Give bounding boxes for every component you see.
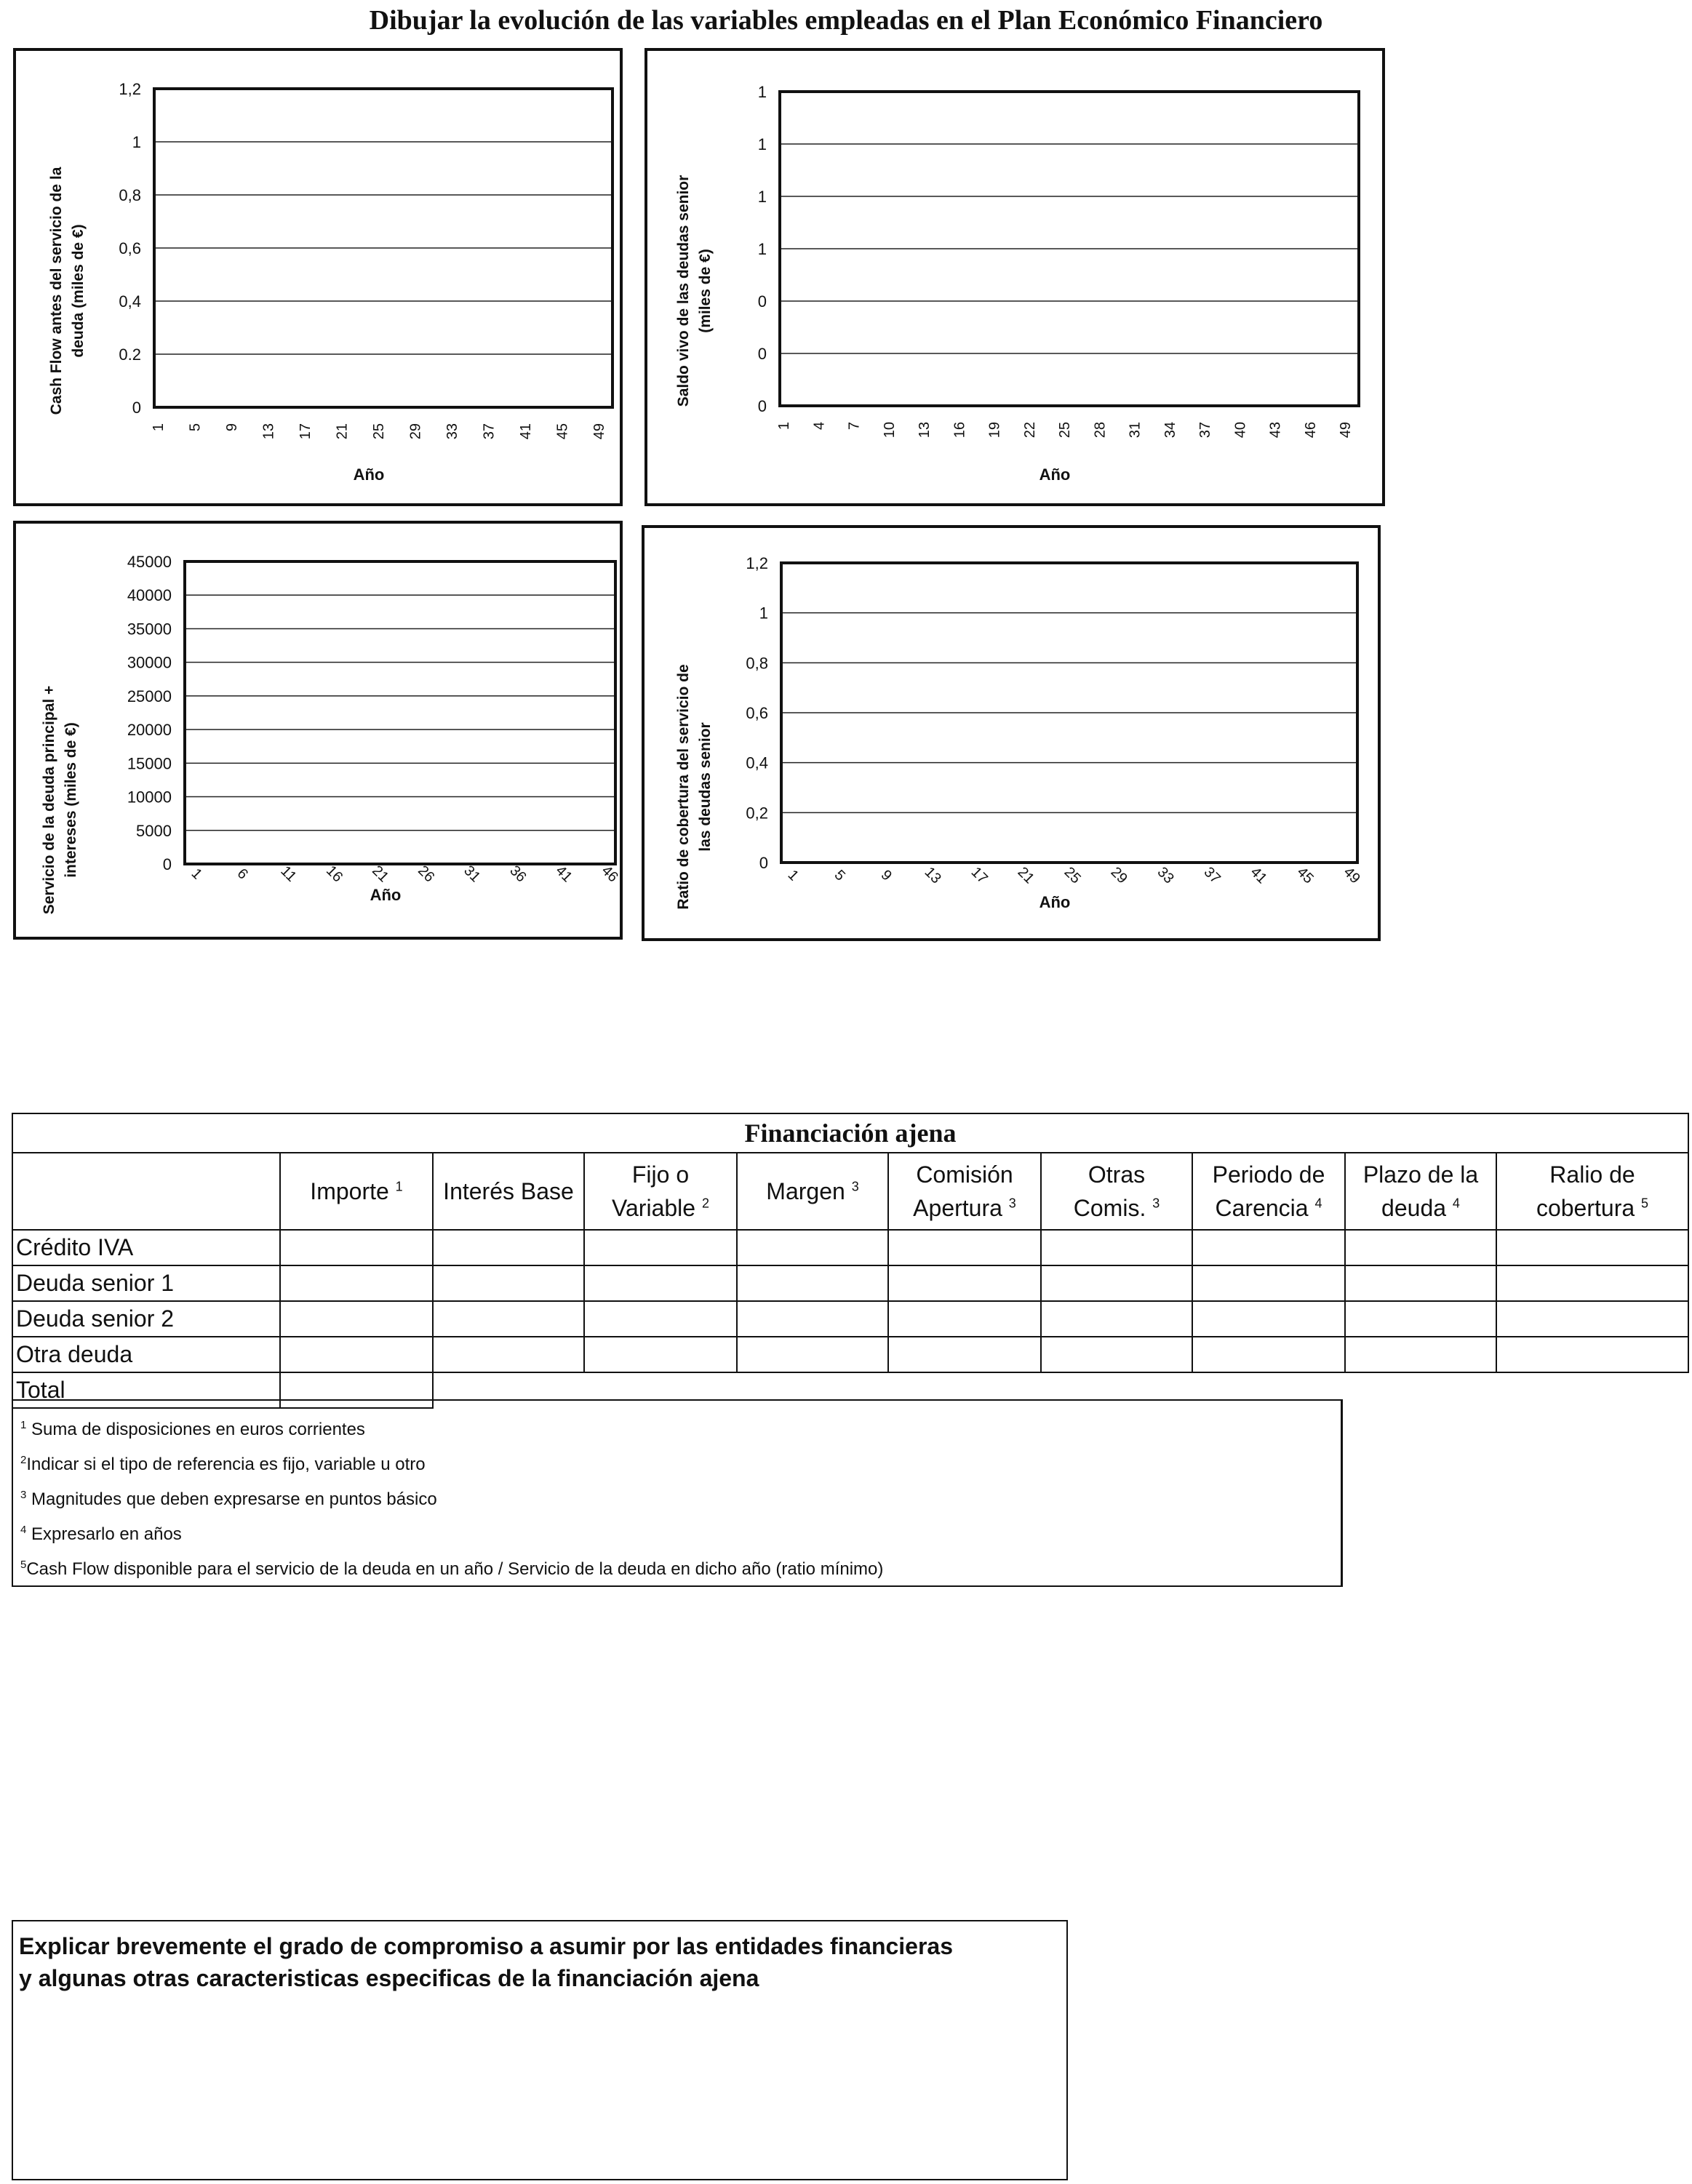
commitment-prompt-line-2: y algunas otras caracteristicas especificas de la financiación ajena	[19, 1965, 759, 1991]
header-fijo-variable: Fijo o Variable $^2$	[584, 1153, 737, 1230]
x-tick-label: 13	[917, 422, 933, 439]
table-cell[interactable]	[1345, 1337, 1496, 1372]
x-tick-label: 36	[506, 863, 530, 886]
y-tick-label: 20000	[127, 721, 172, 740]
header-otras-comis: Otras Comis. $^3$	[1041, 1153, 1192, 1230]
y-tick-label: 1	[132, 133, 141, 151]
y-tick-label: 45000	[127, 553, 172, 571]
table-cell[interactable]	[280, 1301, 433, 1337]
header-comision-apertura: Comisión Apertura $^3$	[888, 1153, 1041, 1230]
table-cell[interactable]	[584, 1265, 737, 1301]
x-tick-label: 41	[518, 423, 534, 440]
x-tick-label: 41	[1247, 864, 1270, 887]
table-cell[interactable]	[584, 1301, 737, 1337]
x-tick-label: 22	[1021, 422, 1038, 439]
header-interes-base: Interés Base	[433, 1153, 584, 1230]
header-periodo-carencia: Periodo de Carencia $^4$	[1192, 1153, 1345, 1230]
footnote-4: $^4$ Expresarlo en años	[20, 1524, 182, 1544]
table-cell[interactable]	[888, 1301, 1041, 1337]
x-tick-label: 31	[1127, 422, 1144, 439]
header-plazo-deuda: Plazo de la deuda $^4$	[1345, 1153, 1496, 1230]
x-tick-label: 46	[598, 863, 621, 886]
table-cell[interactable]	[737, 1301, 888, 1337]
x-tick-label: 17	[967, 864, 991, 887]
x-tick-label: 43	[1267, 422, 1284, 439]
x-tick-label: 17	[298, 423, 314, 440]
x-axis-label: Año	[370, 886, 402, 904]
table-cell[interactable]	[1041, 1265, 1192, 1301]
y-tick-label: 10000	[127, 788, 172, 807]
table-cell[interactable]	[1192, 1265, 1345, 1301]
y-tick-label: 1,2	[746, 554, 768, 572]
x-tick-label: 49	[1340, 864, 1363, 887]
header-ratio-cobertura: Ralio de cobertura $^5$	[1496, 1153, 1688, 1230]
x-tick-label: 1	[776, 422, 792, 431]
x-tick-label: 37	[1200, 864, 1224, 887]
table-title: Financiación ajena	[12, 1113, 1688, 1153]
x-tick-label: 45	[554, 423, 571, 440]
x-tick-label: 4	[811, 422, 828, 431]
y-axis-label: intereses (miles de €)	[63, 722, 79, 878]
financing-table	[12, 1113, 1689, 1409]
table-cell[interactable]	[737, 1230, 888, 1265]
table-row	[12, 1265, 1688, 1301]
table-cell[interactable]	[1041, 1337, 1192, 1372]
y-tick-label: 0	[757, 397, 767, 415]
x-tick-label: 1	[188, 865, 205, 883]
table-cell[interactable]	[280, 1337, 433, 1372]
x-tick-label: 9	[877, 867, 895, 884]
x-tick-label: 19	[986, 422, 1003, 439]
row-label-deuda-senior-1: Deuda senior 1	[12, 1265, 280, 1301]
table-cell[interactable]	[888, 1265, 1041, 1301]
x-tick-label: 13	[260, 423, 277, 440]
x-tick-label: 34	[1162, 422, 1178, 439]
x-tick-label: 25	[1057, 422, 1073, 439]
chart-servicio	[13, 521, 623, 940]
x-tick-label: 41	[552, 863, 575, 886]
table-cell[interactable]	[1345, 1265, 1496, 1301]
x-axis-label: Año	[353, 465, 385, 484]
x-tick-label: 11	[277, 863, 300, 885]
chart-saldo-svg	[647, 51, 1388, 509]
table-cell[interactable]	[888, 1230, 1041, 1265]
footnotes-box	[12, 1399, 1343, 1587]
header-margen: Margen $^3$	[737, 1153, 888, 1230]
x-tick-label: 7	[846, 422, 863, 431]
table-cell[interactable]	[433, 1230, 584, 1265]
plot-area	[185, 561, 615, 864]
table-cell[interactable]	[433, 1265, 584, 1301]
x-tick-label: 5	[187, 423, 204, 432]
y-tick-label: 0,8	[119, 186, 141, 204]
y-tick-label: 5000	[136, 821, 172, 840]
footnote-1: $^1$ Suma de disposiciones en euros corrientes	[20, 1419, 365, 1439]
y-axis-label: Ratio de cobertura del servicio de	[675, 664, 692, 910]
x-tick-label: 10	[881, 422, 898, 439]
table-cell[interactable]	[1496, 1301, 1688, 1337]
row-label-total: Total	[12, 1372, 280, 1408]
table-cell[interactable]	[1496, 1265, 1688, 1301]
chart-cashflow	[13, 48, 623, 506]
x-tick-label: 31	[460, 863, 484, 886]
x-tick-label: 26	[415, 863, 438, 886]
x-tick-label: 1	[151, 423, 167, 432]
x-tick-label: 28	[1092, 422, 1109, 439]
table-cell[interactable]	[737, 1337, 888, 1372]
row-label-otra-deuda: Otra deuda	[12, 1337, 280, 1372]
y-axis-label: deuda (miles de €)	[70, 224, 87, 358]
commitment-prompt-line-1: Explicar brevemente el grado de compromiso a asumir por las entidades financieras	[19, 1933, 954, 1959]
footnote-3: $^3$ Magnitudes que deben expresarse en puntos básico	[20, 1489, 437, 1509]
x-tick-label: 46	[1302, 422, 1319, 439]
table-cell[interactable]	[1041, 1301, 1192, 1337]
y-tick-label: 30000	[127, 653, 172, 672]
table-cell[interactable]	[1345, 1301, 1496, 1337]
x-tick-label: 25	[371, 423, 387, 440]
y-tick-label: 1	[757, 188, 767, 206]
table-cell[interactable]	[1041, 1230, 1192, 1265]
y-tick-label: 0	[162, 855, 172, 873]
y-tick-label: 0,2	[746, 804, 768, 823]
x-tick-label: 16	[322, 863, 346, 886]
x-tick-label: 29	[407, 423, 424, 440]
x-tick-label: 49	[1338, 422, 1354, 439]
x-tick-label: 49	[591, 423, 607, 440]
table-cell[interactable]	[584, 1337, 737, 1372]
table-cell[interactable]	[280, 1265, 433, 1301]
x-tick-label: 37	[481, 423, 498, 440]
y-tick-label: 1	[757, 135, 767, 153]
table-cell[interactable]	[433, 1337, 584, 1372]
y-tick-label: 40000	[127, 586, 172, 605]
x-tick-label: 40	[1232, 422, 1249, 439]
table-cell[interactable]	[888, 1337, 1041, 1372]
table-cell[interactable]	[1496, 1337, 1688, 1372]
x-axis-label: Año	[1039, 893, 1071, 911]
x-tick-label: 37	[1197, 422, 1213, 439]
y-tick-label: 1	[759, 604, 768, 623]
x-tick-label: 13	[921, 864, 944, 887]
header-blank	[12, 1153, 280, 1230]
x-axis-label: Año	[1039, 465, 1071, 484]
y-tick-label: 0,4	[746, 753, 768, 772]
chart-ratio-svg	[645, 528, 1384, 944]
x-tick-label: 33	[444, 423, 460, 440]
table-cell[interactable]	[433, 1301, 584, 1337]
table-row	[12, 1337, 1688, 1372]
y-axis-label: las deudas senior	[697, 722, 714, 852]
table-cell[interactable]	[280, 1230, 433, 1265]
x-tick-label: 21	[334, 423, 351, 440]
x-tick-label: 25	[1061, 864, 1084, 887]
table-cell[interactable]	[1192, 1337, 1345, 1372]
y-axis-label: Saldo vivo de las deudas senior	[675, 175, 692, 407]
chart-servicio-svg	[16, 524, 626, 943]
table-cell[interactable]	[737, 1265, 888, 1301]
footnote-2: $^2$Indicar si el tipo de referencia es fijo, variable u otro	[20, 1454, 426, 1474]
y-tick-label: 0	[757, 345, 767, 363]
y-tick-label: 1,2	[119, 80, 141, 98]
row-label-credito-iva: Crédito IVA	[12, 1230, 280, 1265]
x-tick-label: 6	[234, 865, 252, 883]
y-tick-label: 15000	[127, 754, 172, 773]
x-tick-label: 16	[951, 422, 968, 439]
y-tick-label: 0	[132, 399, 141, 417]
y-tick-label: 0,6	[746, 704, 768, 722]
table-header-row	[12, 1153, 1688, 1230]
y-tick-label: 0,4	[119, 292, 141, 311]
commitment-text-box[interactable]	[12, 1920, 1068, 2180]
table-cell[interactable]	[1192, 1301, 1345, 1337]
table-row	[12, 1230, 1688, 1265]
y-tick-label: 0.2	[119, 345, 141, 364]
x-tick-label: 1	[784, 867, 802, 884]
x-tick-label: 29	[1107, 864, 1130, 887]
chart-saldo	[645, 48, 1385, 506]
y-axis-label: (miles de €)	[697, 249, 714, 333]
y-tick-label: 1	[757, 240, 767, 258]
y-tick-label: 35000	[127, 620, 172, 639]
table-cell[interactable]	[1496, 1230, 1688, 1265]
chart-ratio	[642, 525, 1381, 941]
x-tick-label: 21	[1014, 864, 1037, 887]
x-tick-label: 21	[369, 863, 392, 886]
y-tick-label: 0	[759, 854, 768, 872]
table-cell[interactable]	[1345, 1230, 1496, 1265]
y-tick-label: 0,6	[119, 239, 141, 257]
x-tick-label: 33	[1154, 864, 1177, 887]
row-label-deuda-senior-2: Deuda senior 2	[12, 1301, 280, 1337]
y-tick-label: 0	[757, 292, 767, 311]
table-cell[interactable]	[584, 1230, 737, 1265]
y-axis-label: Servicio de la deuda principal +	[41, 685, 57, 915]
y-tick-label: 25000	[127, 687, 172, 705]
table-row	[12, 1301, 1688, 1337]
x-tick-label: 9	[224, 423, 240, 432]
footnote-5: $^5$Cash Flow disponible para el servicio de la deuda en un año / Servicio de la deuda en dicho año (ratio mínimo)	[20, 1559, 884, 1579]
x-tick-label: 45	[1293, 864, 1317, 887]
header-importe: Importe $^1$	[280, 1153, 433, 1230]
y-tick-label: 0,8	[746, 654, 768, 673]
y-axis-label: Cash Flow antes del servicio de la	[48, 167, 65, 415]
y-tick-label: 1	[757, 83, 767, 101]
table-cell[interactable]	[1192, 1230, 1345, 1265]
x-tick-label: 5	[831, 867, 848, 884]
chart-cashflow-svg	[16, 51, 626, 509]
page-title: Dibujar la evolución de las variables empleadas en el Plan Económico Financiero	[369, 5, 1323, 36]
